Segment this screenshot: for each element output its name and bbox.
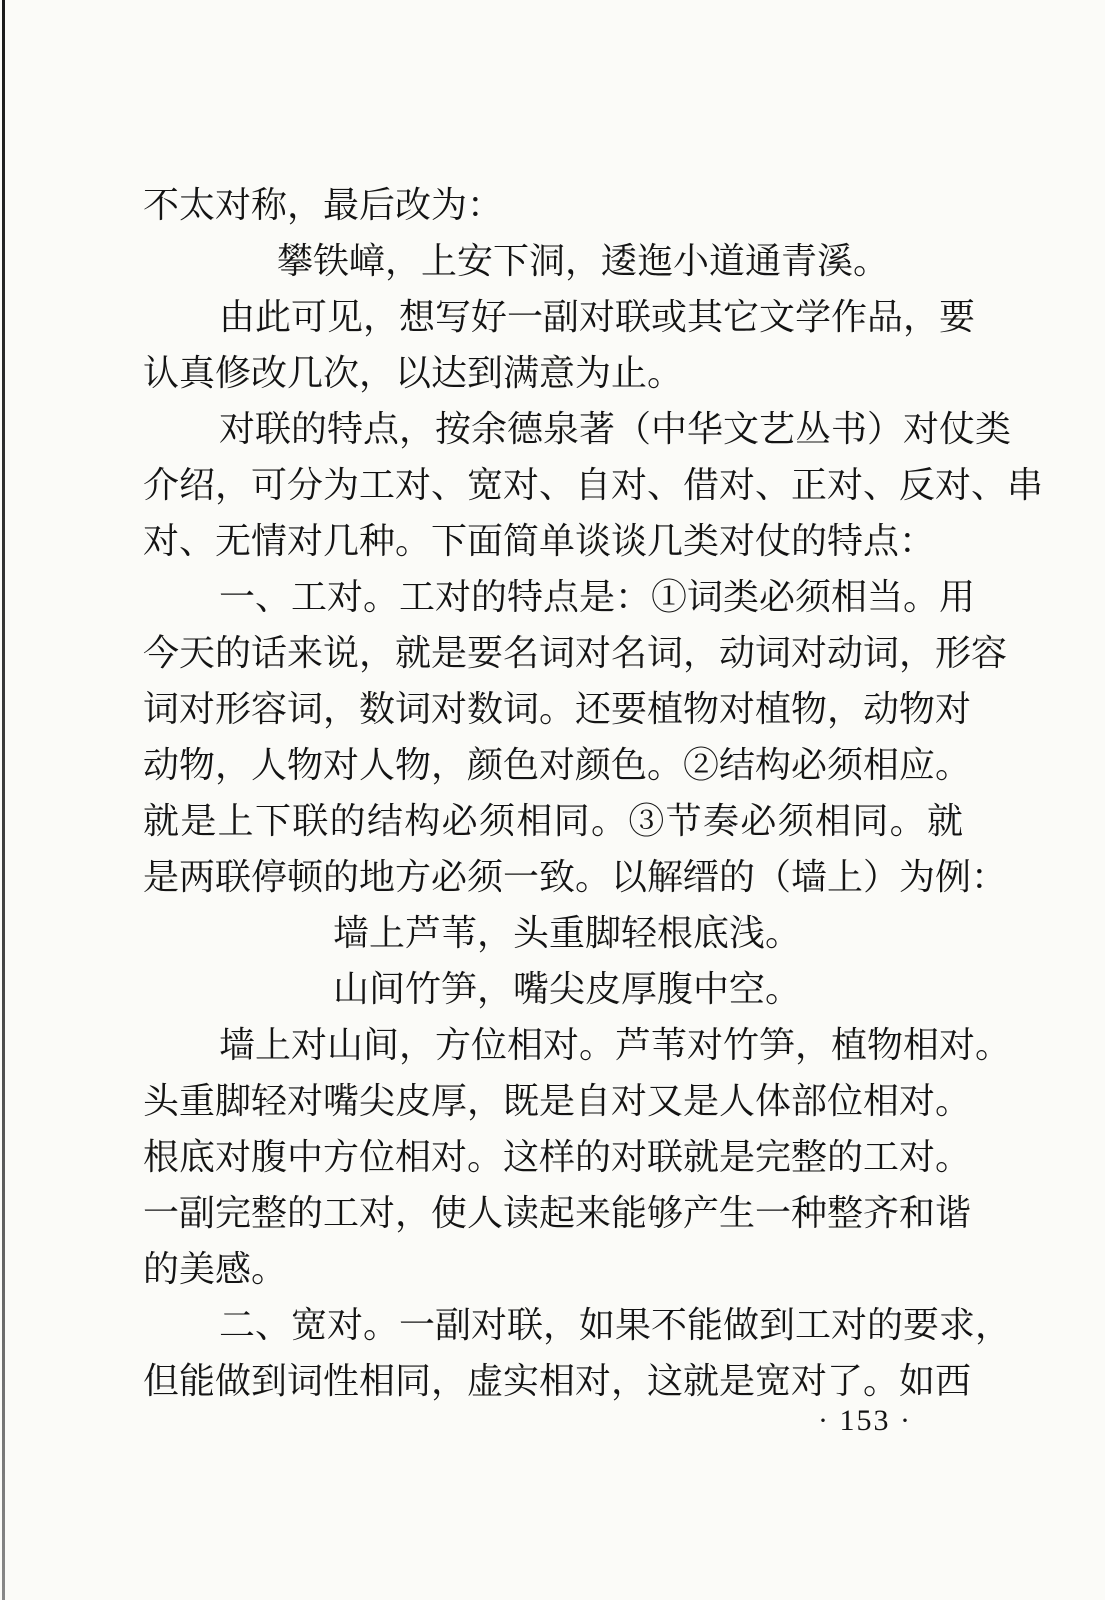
text-line: 一、工对。工对的特点是：①词类必须相当。用 — [219, 577, 976, 618]
text-line: 一副完整的工对，使人读起来能够产生一种整齐和谐 — [143, 1193, 972, 1234]
text-line: 但能做到词性相同，虚实相对，这就是宽对了。如西 — [143, 1361, 972, 1402]
text-line-couplet-upper: 墙上芦苇，头重脚轻根底浅。 — [333, 913, 802, 954]
text-line: 对联的特点，按余德泉著（中华文艺丛书）对仗类 — [219, 409, 1012, 450]
text-line: 今天的话来说，就是要名词对名词，动词对动词，形容 — [143, 633, 1008, 674]
text-line: 认真修改几次，以达到满意为止。 — [143, 353, 684, 394]
text-line: 的美感。 — [143, 1249, 288, 1290]
text-line: 动物，人物对人物，颜色对颜色。②结构必须相应。 — [143, 745, 972, 786]
text-line: 由此可见，想写好一副对联或其它文学作品，要 — [219, 297, 976, 338]
text-line: 是两联停顿的地方必须一致。以解缙的（墙上）为例： — [143, 857, 1008, 898]
text-line: 对、无情对几种。下面简单谈谈几类对仗的特点： — [143, 521, 936, 562]
page-text-body — [143, 178, 1044, 1410]
page-edge-shadow — [2, 0, 5, 1600]
page-number: · 153 · — [818, 1404, 912, 1437]
text-line-verse: 攀铁嶂，上安下洞，逶迤小道通青溪。 — [277, 241, 890, 282]
text-line: 介绍，可分为工对、宽对、自对、借对、正对、反对、串 — [143, 465, 1044, 506]
text-line-couplet-lower: 山间竹笋，嘴尖皮厚腹中空。 — [333, 969, 802, 1010]
text-line: 二、宽对。一副对联，如果不能做到工对的要求， — [219, 1305, 1012, 1346]
text-line: 词对形容词，数词对数词。还要植物对植物，动物对 — [143, 689, 972, 730]
text-line: 头重脚轻对嘴尖皮厚，既是自对又是人体部位相对。 — [143, 1081, 972, 1122]
text-line: 不太对称，最后改为： — [143, 185, 504, 226]
text-line: 就是上下联的结构必须相同。③节奏必须相同。就 — [143, 801, 963, 842]
text-line: 根底对腹中方位相对。这样的对联就是完整的工对。 — [143, 1137, 972, 1178]
text-line: 墙上对山间，方位相对。芦苇对竹笋，植物相对。 — [219, 1025, 1012, 1066]
